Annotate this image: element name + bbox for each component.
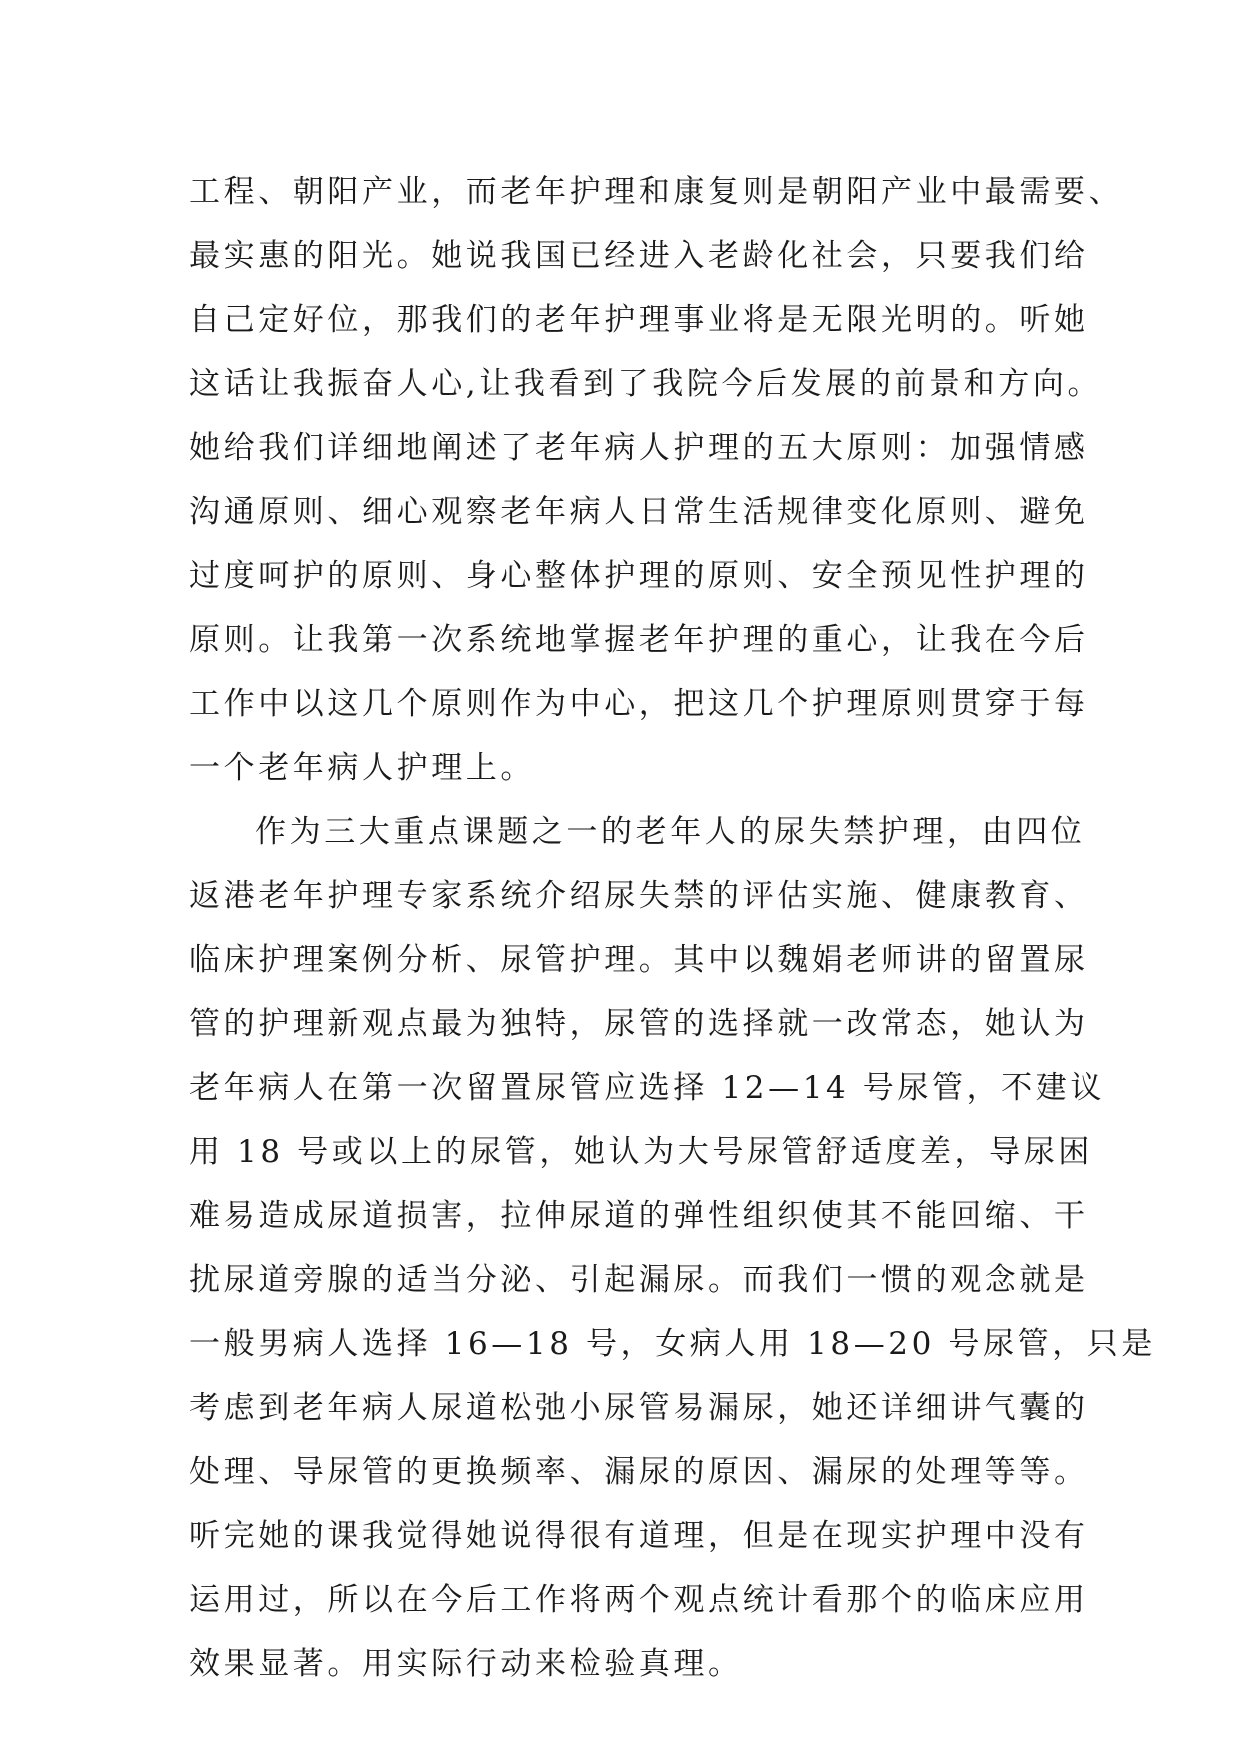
- body-text: [189, 160, 1156, 1696]
- text-line: 用 18 号或以上的尿管，她认为大号尿管舒适度差，导尿困: [189, 1134, 1093, 1170]
- text-line: 沟通原则、细心观察老年病人日常生活规律变化原则、避免: [189, 494, 1089, 530]
- paragraph-1: [189, 160, 1124, 800]
- text-line: 这话让我振奋人心,让我看到了我院今后发展的前景和方向。: [189, 366, 1103, 402]
- text-line: 一般男病人选择 16—18 号，女病人用 18—20 号尿管，只是: [189, 1326, 1156, 1362]
- text-line: 效果显著。用实际行动来检验真理。: [189, 1646, 743, 1682]
- text-line: 最实惠的阳光。她说我国已经进入老龄化社会，只要我们给: [189, 238, 1089, 274]
- text-line: 考虑到老年病人尿道松弛小尿管易漏尿，她还详细讲气囊的: [189, 1390, 1089, 1426]
- text-line: 老年病人在第一次留置尿管应选择 12—14 号尿管，不建议: [189, 1070, 1105, 1106]
- text-line: 一个老年病人护理上。: [189, 750, 535, 786]
- text-line: 过度呵护的原则、身心整体护理的原则、安全预见性护理的: [189, 558, 1089, 594]
- text-line: 返港老年护理专家系统介绍尿失禁的评估实施、健康教育、: [189, 878, 1089, 914]
- text-line: 工作中以这几个原则作为中心，把这几个护理原则贯穿于每: [189, 686, 1089, 722]
- text-line: 扰尿道旁腺的适当分泌、引起漏尿。而我们一惯的观念就是: [189, 1262, 1089, 1298]
- text-line: 听完她的课我觉得她说得很有道理，但是在现实护理中没有: [189, 1518, 1089, 1554]
- text-line: 原则。让我第一次系统地掌握老年护理的重心，让我在今后: [189, 622, 1089, 658]
- text-line: 管的护理新观点最为独特，尿管的选择就一改常态，她认为: [189, 1006, 1089, 1042]
- text-line: 难易造成尿道损害，拉伸尿道的弹性组织使其不能回缩、干: [189, 1198, 1089, 1234]
- text-line: 运用过，所以在今后工作将两个观点统计看那个的临床应用: [189, 1582, 1089, 1618]
- text-line: 她给我们详细地阐述了老年病人护理的五大原则：加强情感: [189, 430, 1089, 466]
- text-line: 自己定好位，那我们的老年护理事业将是无限光明的。听她: [189, 302, 1089, 338]
- text-line: 工程、朝阳产业，而老年护理和康复则是朝阳产业中最需要、: [189, 174, 1124, 210]
- text-line: 作为三大重点课题之一的老年人的尿失禁护理，由四位: [255, 814, 1086, 850]
- text-line: 临床护理案例分析、尿管护理。其中以魏娟老师讲的留置尿: [189, 942, 1089, 978]
- text-line: 处理、导尿管的更换频率、漏尿的原因、漏尿的处理等等。: [189, 1454, 1089, 1490]
- paragraph-2: [189, 800, 1156, 1696]
